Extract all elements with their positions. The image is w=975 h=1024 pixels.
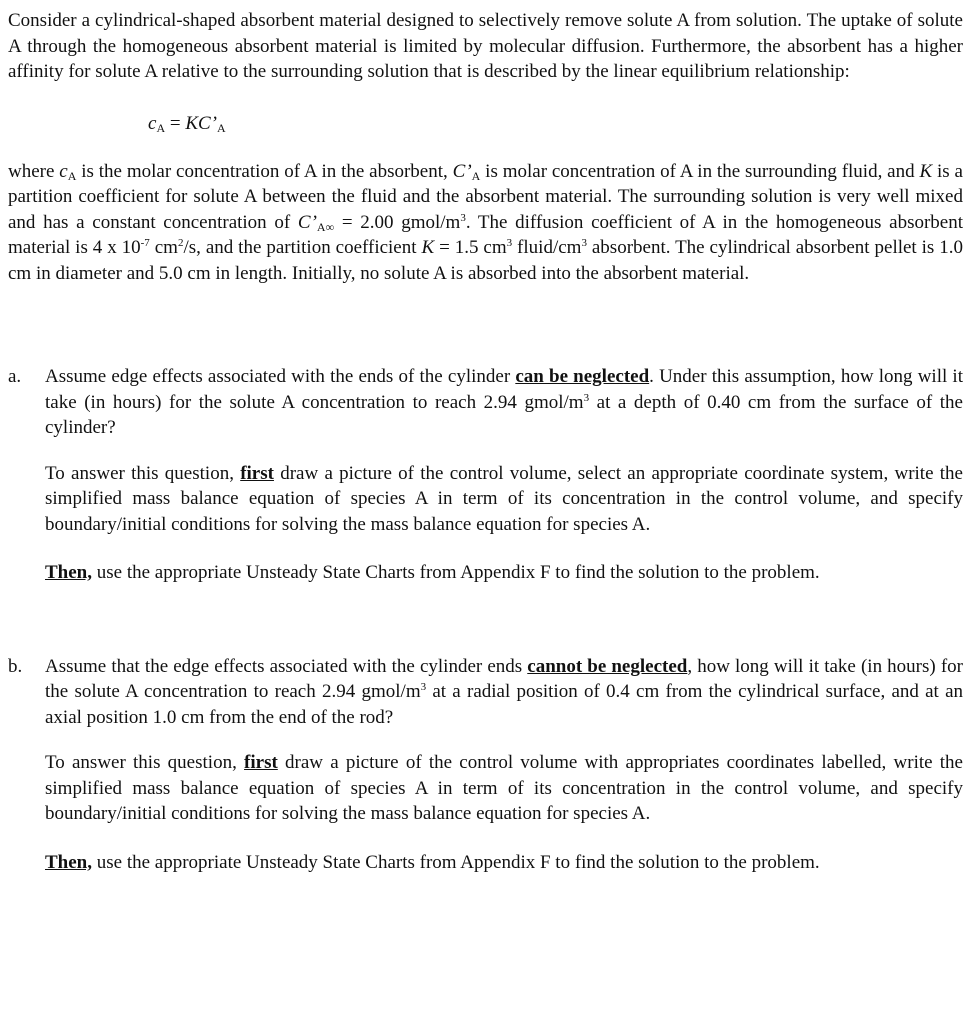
part-a-first-emphasis: first: [240, 462, 274, 484]
where-sup-7: 2: [177, 237, 184, 249]
where-CpA-symbol: C’: [452, 160, 472, 182]
where-text-6: . The diffusion coefficient of A in the homogeneous absorbent material is 4 x 10: [8, 211, 963, 258]
part-b-then: [45, 850, 963, 876]
where-cA-symbol: c: [59, 160, 68, 182]
eq-lhs-subscript: A: [156, 120, 166, 135]
eq-lhs-symbol: c: [148, 112, 157, 134]
where-sup-9: 3: [506, 237, 513, 249]
where-Cinf-symbol: C’: [297, 211, 317, 233]
part-a-q-text-3: at a depth of 0.40 cm from the surface of the cylinder?: [45, 391, 963, 438]
part-a-instructions: [45, 461, 963, 538]
part-a-then-text: use the appropriate Unsteady State Charts from Appendix F to find the solution to the problem.: [92, 562, 820, 583]
where-K-symbol: K: [919, 160, 933, 182]
part-b-instructions: [45, 750, 963, 827]
part-b-q-text-2: , how long will it take (in hours) for the solute A concentration to reach 2.94 gmol/m: [45, 655, 963, 702]
part-a-then-emphasis: Then,: [45, 562, 92, 583]
part-b-then-text: use the appropriate Unsteady State Charts from Appendix F to find the solution to the problem.: [92, 851, 820, 873]
where-sup-5: 3: [460, 211, 466, 224]
part-a-question: [45, 364, 963, 441]
where-text-9: = 1.5 cm: [434, 237, 507, 258]
part-b-question: [45, 654, 963, 731]
where-K-symbol-2: K: [421, 237, 435, 258]
where-CpA-subscript: A: [471, 168, 481, 183]
part-b-emphasis: cannot be neglected: [527, 655, 688, 677]
where-text-1: where: [8, 160, 60, 182]
part-b-letter: b.: [8, 655, 23, 677]
part-a: [8, 364, 963, 586]
where-text-5: = 2.00 gmol/m: [334, 211, 461, 233]
intro-sentence-2: The uptake of solute A through the homogeneous absorbent material is limited by molecular diffusion.: [8, 10, 963, 57]
part-b: [8, 654, 963, 876]
part-a-then: [45, 560, 963, 586]
where-sup-10: 3: [581, 237, 587, 249]
where-cA-subscript: A: [67, 168, 77, 183]
part-b-inst-text-1: To answer this question,: [45, 752, 245, 773]
where-text-2: is the molar concentration of A in the absorbent,: [76, 160, 453, 182]
part-a-inst-text-1: To answer this question,: [45, 462, 241, 484]
where-paragraph: [8, 159, 963, 287]
where-text-10: fluid/cm: [512, 237, 582, 258]
where-sup-6: -7: [140, 237, 150, 249]
where-Cinf-subscript: A∞: [316, 219, 335, 234]
where-text-3: is molar concentration of A in the surrounding fluid, and: [480, 160, 920, 182]
part-a-q-text-2: . Under this assumption, how long will it take (in hours) for the solute A concentration to reach 2.94 gmol/m: [45, 366, 963, 413]
part-a-q-text-1: Assume edge effects associated with the ends of the cylinder: [45, 366, 516, 387]
part-b-q-text-3: at a radial position of 0.4 cm from the cylindrical surface, and at an axial position 1.0 cm from the end of the rod?: [45, 681, 964, 728]
part-a-emphasis: can be neglected: [515, 366, 650, 387]
intro-sentence-1: Consider a cylindrical-shaped absorbent material designed to selectively remove solute A from solution.: [8, 10, 802, 31]
part-b-first-emphasis: first: [244, 752, 278, 773]
where-text-8: /s, and the partition coefficient: [183, 237, 422, 258]
intro-sentence-3: Furthermore, the absorbent has a higher affinity for solute A relative to the surrounding solution that is described by the linear equilibrium relationship:: [8, 35, 963, 82]
eq-rhs-symbol: KC’: [185, 112, 218, 134]
part-b-q-sup: 3: [420, 681, 427, 693]
part-a-q-sup: 3: [583, 391, 590, 404]
part-a-letter: a.: [8, 366, 22, 387]
intro-paragraph: [8, 8, 963, 85]
where-text-11: absorbent. The cylindrical absorbent pellet is 1.0 cm in diameter and 5.0 cm in length. Initially, no solute A is absorbed into the absorbent material.: [8, 237, 963, 284]
part-b-q-text-1: Assume that the edge effects associated with the cylinder ends: [45, 655, 528, 677]
where-text-4: is a partition coefficient for solute A between the fluid and the absorbent material. The surrounding solution is very well mixed and has a constant concentration of: [8, 160, 963, 233]
eq-rhs-subscript: A: [217, 120, 226, 135]
eq-equals: =: [165, 112, 186, 134]
part-b-inst-text-2: draw a picture of the control volume with appropriates coordinates labelled, write the simplified mass balance equation of species A in term of its concentration in the control volume, and specify boundary/initial conditions for solving the mass balance equation for species A.: [45, 752, 963, 824]
part-a-inst-text-2: draw a picture of the control volume, select an appropriate coordinate system, write the simplified mass balance equation of species A in term of its concentration in the control volume, and specify boundary/initial conditions for solving the mass balance equation for species A.: [45, 462, 963, 535]
part-b-then-emphasis: Then,: [45, 851, 92, 873]
where-text-7: cm: [149, 237, 178, 258]
equilibrium-equation: [8, 107, 963, 141]
